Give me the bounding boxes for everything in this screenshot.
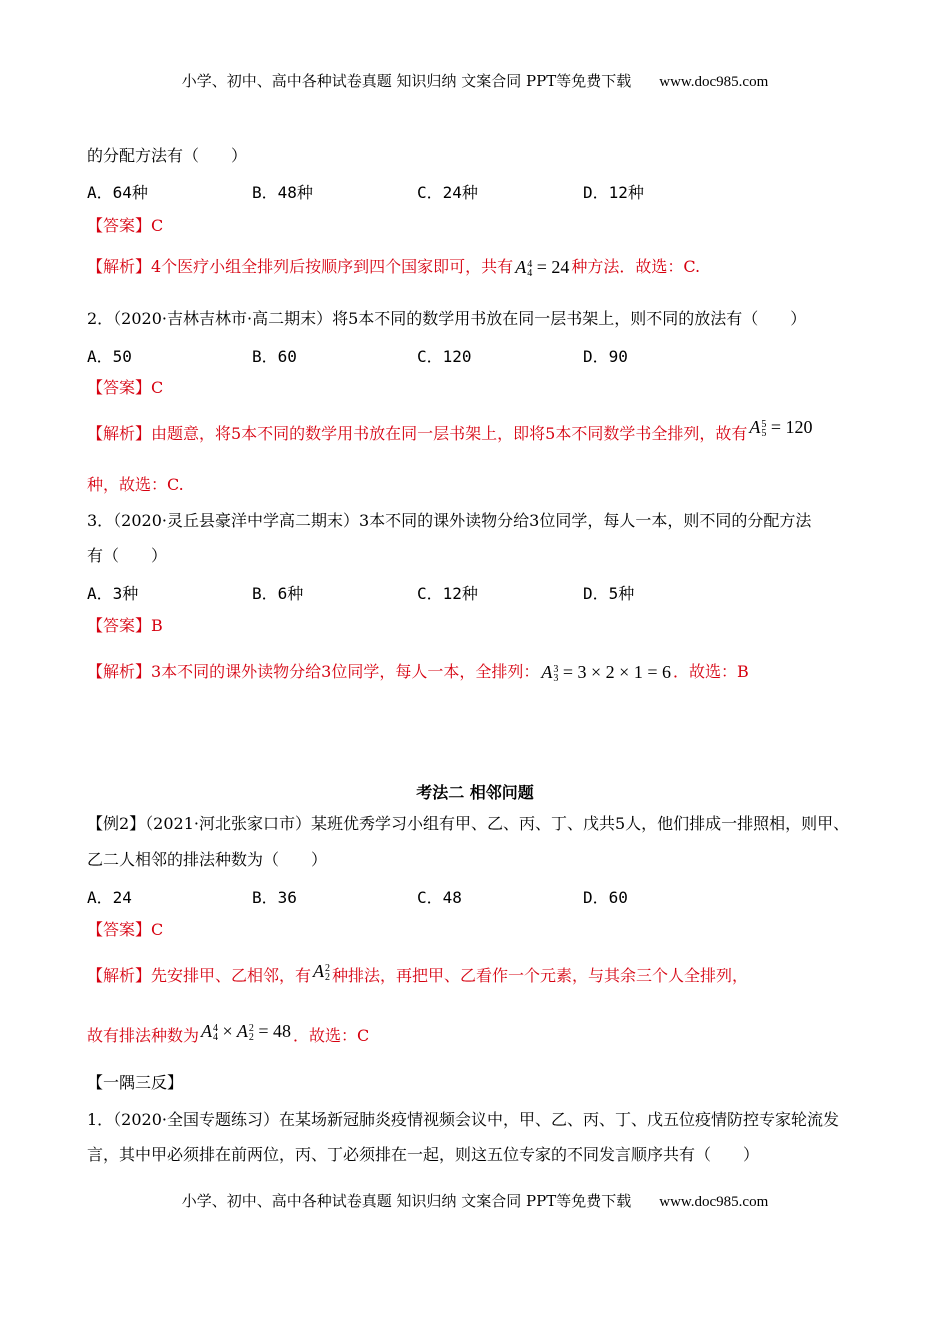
q1-option-c: C．24种 [417,183,478,202]
footer-text: 小学、初中、高中各种试卷真题 知识归纳 文案合同 PPT等免费下载 [181,1192,632,1210]
q3-formula: A 3 3 = 3 × 2 × 1 = 6 [541,662,671,684]
ex2-analysis-line1 [87,961,749,986]
ex2-formula-a22: A 2 2 [313,961,331,983]
ex2-stem-line2: 乙二人相邻的排法种数为（ ） [87,850,328,869]
q2-analysis-pre: 【解析】由题意，将5本不同的数学用书放在同一层书架上，即将5本不同数学书全排列，故有 [87,424,748,443]
q3-option-d: D．5种 [583,584,635,603]
practice-stem-line1: 1．（2020·全国专题练习）在某场新冠肺炎疫情视频会议中，甲、乙、丙、丁、戊五位疫情防控专家轮流发 [87,1110,839,1129]
q1-option-d: D．12种 [583,183,644,202]
q1-formula: A 4 4 = 24 [515,257,570,279]
q3-option-a: A．3种 [87,584,139,603]
q2-formula: A 5 5 = 120 [749,417,813,439]
q1-analysis-post: 种方法．故选：C. [571,257,701,276]
header-site: www.doc985.com [659,74,769,90]
ex2-stem-line1: 【例2】（2021·河北张家口市）某班优秀学习小组有甲、乙、丙、丁、戊共5人，他们排成一排照相，则甲、 [87,814,850,833]
q1-answer: 【答案】C [87,216,164,235]
ex2-option-a: A．24 [87,888,132,907]
q3-analysis [87,662,749,683]
q3-option-b: B．6种 [252,584,304,603]
q2-analysis [87,417,815,444]
q2-option-b: B．60 [252,347,297,366]
ex2-analysis-pre: 【解析】先安排甲、乙相邻，有 [87,966,312,985]
page-footer [0,1190,950,1211]
practice-stem-line2: 言，其中甲必须排在前两位，丙、丁必须排在一起，则这五位专家的不同发言顺序共有（ ） [87,1145,760,1164]
ex2-option-b: B．36 [252,888,297,907]
q3-stem-line1: 3．（2020·灵丘县豪洋中学高二期末）3本不同的课外读物分给3位同学，每人一本，则不同的分配方法 [87,511,812,530]
q1-option-a: A．64种 [87,183,148,202]
ex2-analysis-line2 [87,1021,370,1046]
q3-answer: 【答案】B [87,616,163,635]
q2-analysis-end: 种，故选：C. [87,475,184,494]
q3-analysis-pre: 【解析】3本不同的课外读物分给3位同学，每人一本，全排列： [87,662,540,681]
q3-option-c: C．12种 [417,584,478,603]
ex2-analysis2-pre: 故有排法种数为 [87,1026,200,1045]
q1-analysis [87,257,700,278]
ex2-option-d: D．60 [583,888,628,907]
header-text: 小学、初中、高中各种试卷真题 知识归纳 文案合同 PPT等免费下载 [181,72,632,90]
ex2-option-c: C．48 [417,888,462,907]
q1-option-b: B．48种 [252,183,313,202]
ex2-answer: 【答案】C [87,920,164,939]
footer-site: www.doc985.com [659,1194,769,1210]
section-title: 考法二 相邻问题 [416,783,534,802]
q1-stem-tail: 的分配方法有（ ） [87,146,248,165]
practice-label: 【一隅三反】 [87,1073,184,1092]
q2-answer: 【答案】C [87,378,164,397]
q2-option-d: D．90 [583,347,628,366]
q3-stem-line2: 有（ ） [87,546,168,565]
ex2-analysis-post: 种排法，再把甲、乙看作一个元素，与其余三个人全排列， [332,966,749,985]
q2-option-c: C．120 [417,347,472,366]
ex2-analysis2-post: ．故选：C [293,1026,370,1045]
q1-analysis-pre: 【解析】4个医疗小组全排列后按顺序到四个国家即可，共有 [87,257,514,276]
ex2-formula: A 4 4 × A 2 2 = 48 [201,1021,291,1043]
q2-stem: 2．（2020·吉林吉林市·高二期末）将5本不同的数学用书放在同一层书架上，则不同的放法有（ ） [87,309,807,328]
page-header [0,70,950,91]
q2-option-a: A．50 [87,347,132,366]
q3-analysis-post: ．故选：B [672,662,749,681]
